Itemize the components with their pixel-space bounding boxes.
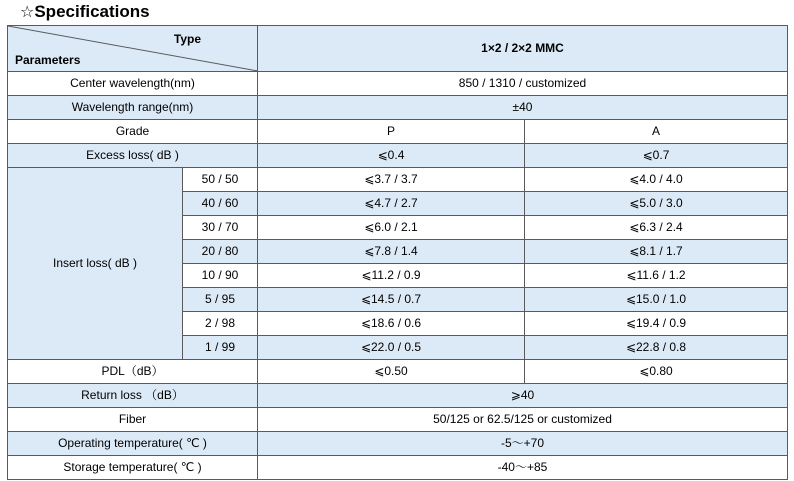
split-ratio: 30 / 70 [183,216,258,240]
value-a: ⩽0.7 [525,144,788,168]
row-label: Operating temperature( ℃ ) [8,432,258,456]
table-row [8,72,788,96]
value-a: ⩽15.0 / 1.0 [525,288,788,312]
table-row [8,168,788,192]
row-label: Excess loss( dB ) [8,144,258,168]
value-a: ⩽19.4 / 0.9 [525,312,788,336]
value-p: ⩽4.7 / 2.7 [258,192,525,216]
row-label: PDL（dB） [8,360,258,384]
grade-a: A [525,120,788,144]
section-title-text: Specifications [34,2,150,21]
row-value: -40～+85 [258,456,788,480]
model-header: 1×2 / 2×2 MMC [258,26,788,72]
header-diagonal-cell [8,26,258,72]
split-ratio: 50 / 50 [183,168,258,192]
split-ratio: 1 / 99 [183,336,258,360]
split-ratio: 2 / 98 [183,312,258,336]
table-row [8,408,788,432]
table-row [8,432,788,456]
table-row [8,384,788,408]
grade-p: P [258,120,525,144]
type-header: Type [173,32,201,46]
value-p: ⩽14.5 / 0.7 [258,288,525,312]
section-title [20,1,150,23]
table-header-row [8,26,788,72]
table-row [8,144,788,168]
table-row [8,96,788,120]
value-p: ⩽7.8 / 1.4 [258,240,525,264]
row-value: -5～+70 [258,432,788,456]
split-ratio: 20 / 80 [183,240,258,264]
row-value: ⩾40 [258,384,788,408]
row-label: Center wavelength(nm) [8,72,258,96]
value-a: ⩽4.0 / 4.0 [525,168,788,192]
row-label: Grade [8,120,258,144]
value-a: ⩽22.8 / 0.8 [525,336,788,360]
value-p: ⩽11.2 / 0.9 [258,264,525,288]
row-label: Wavelength range(nm) [8,96,258,120]
value-p: ⩽22.0 / 0.5 [258,336,525,360]
split-ratio: 40 / 60 [183,192,258,216]
value-a: ⩽5.0 / 3.0 [525,192,788,216]
row-value: 850 / 1310 / customized [258,72,788,96]
row-label: Storage temperature( ℃ ) [8,456,258,480]
value-p: ⩽3.7 / 3.7 [258,168,525,192]
value-a: ⩽6.3 / 2.4 [525,216,788,240]
value-p: ⩽18.6 / 0.6 [258,312,525,336]
row-value: 50/125 or 62.5/125 or customized [258,408,788,432]
value-p: ⩽0.50 [258,360,525,384]
split-ratio: 10 / 90 [183,264,258,288]
insert-loss-label: Insert loss( dB ) [8,168,183,360]
row-label: Fiber [8,408,258,432]
row-label: Return loss （dB） [8,384,258,408]
specifications-table [7,25,788,480]
value-a: ⩽0.80 [525,360,788,384]
table-row [8,456,788,480]
value-a: ⩽8.1 / 1.7 [525,240,788,264]
split-ratio: 5 / 95 [183,288,258,312]
value-a: ⩽11.6 / 1.2 [525,264,788,288]
table-row [8,360,788,384]
star-icon: ☆ [20,2,35,21]
parameters-header: Parameters [15,53,81,67]
value-p: ⩽6.0 / 2.1 [258,216,525,240]
row-value: ±40 [258,96,788,120]
value-p: ⩽0.4 [258,144,525,168]
table-row [8,120,788,144]
